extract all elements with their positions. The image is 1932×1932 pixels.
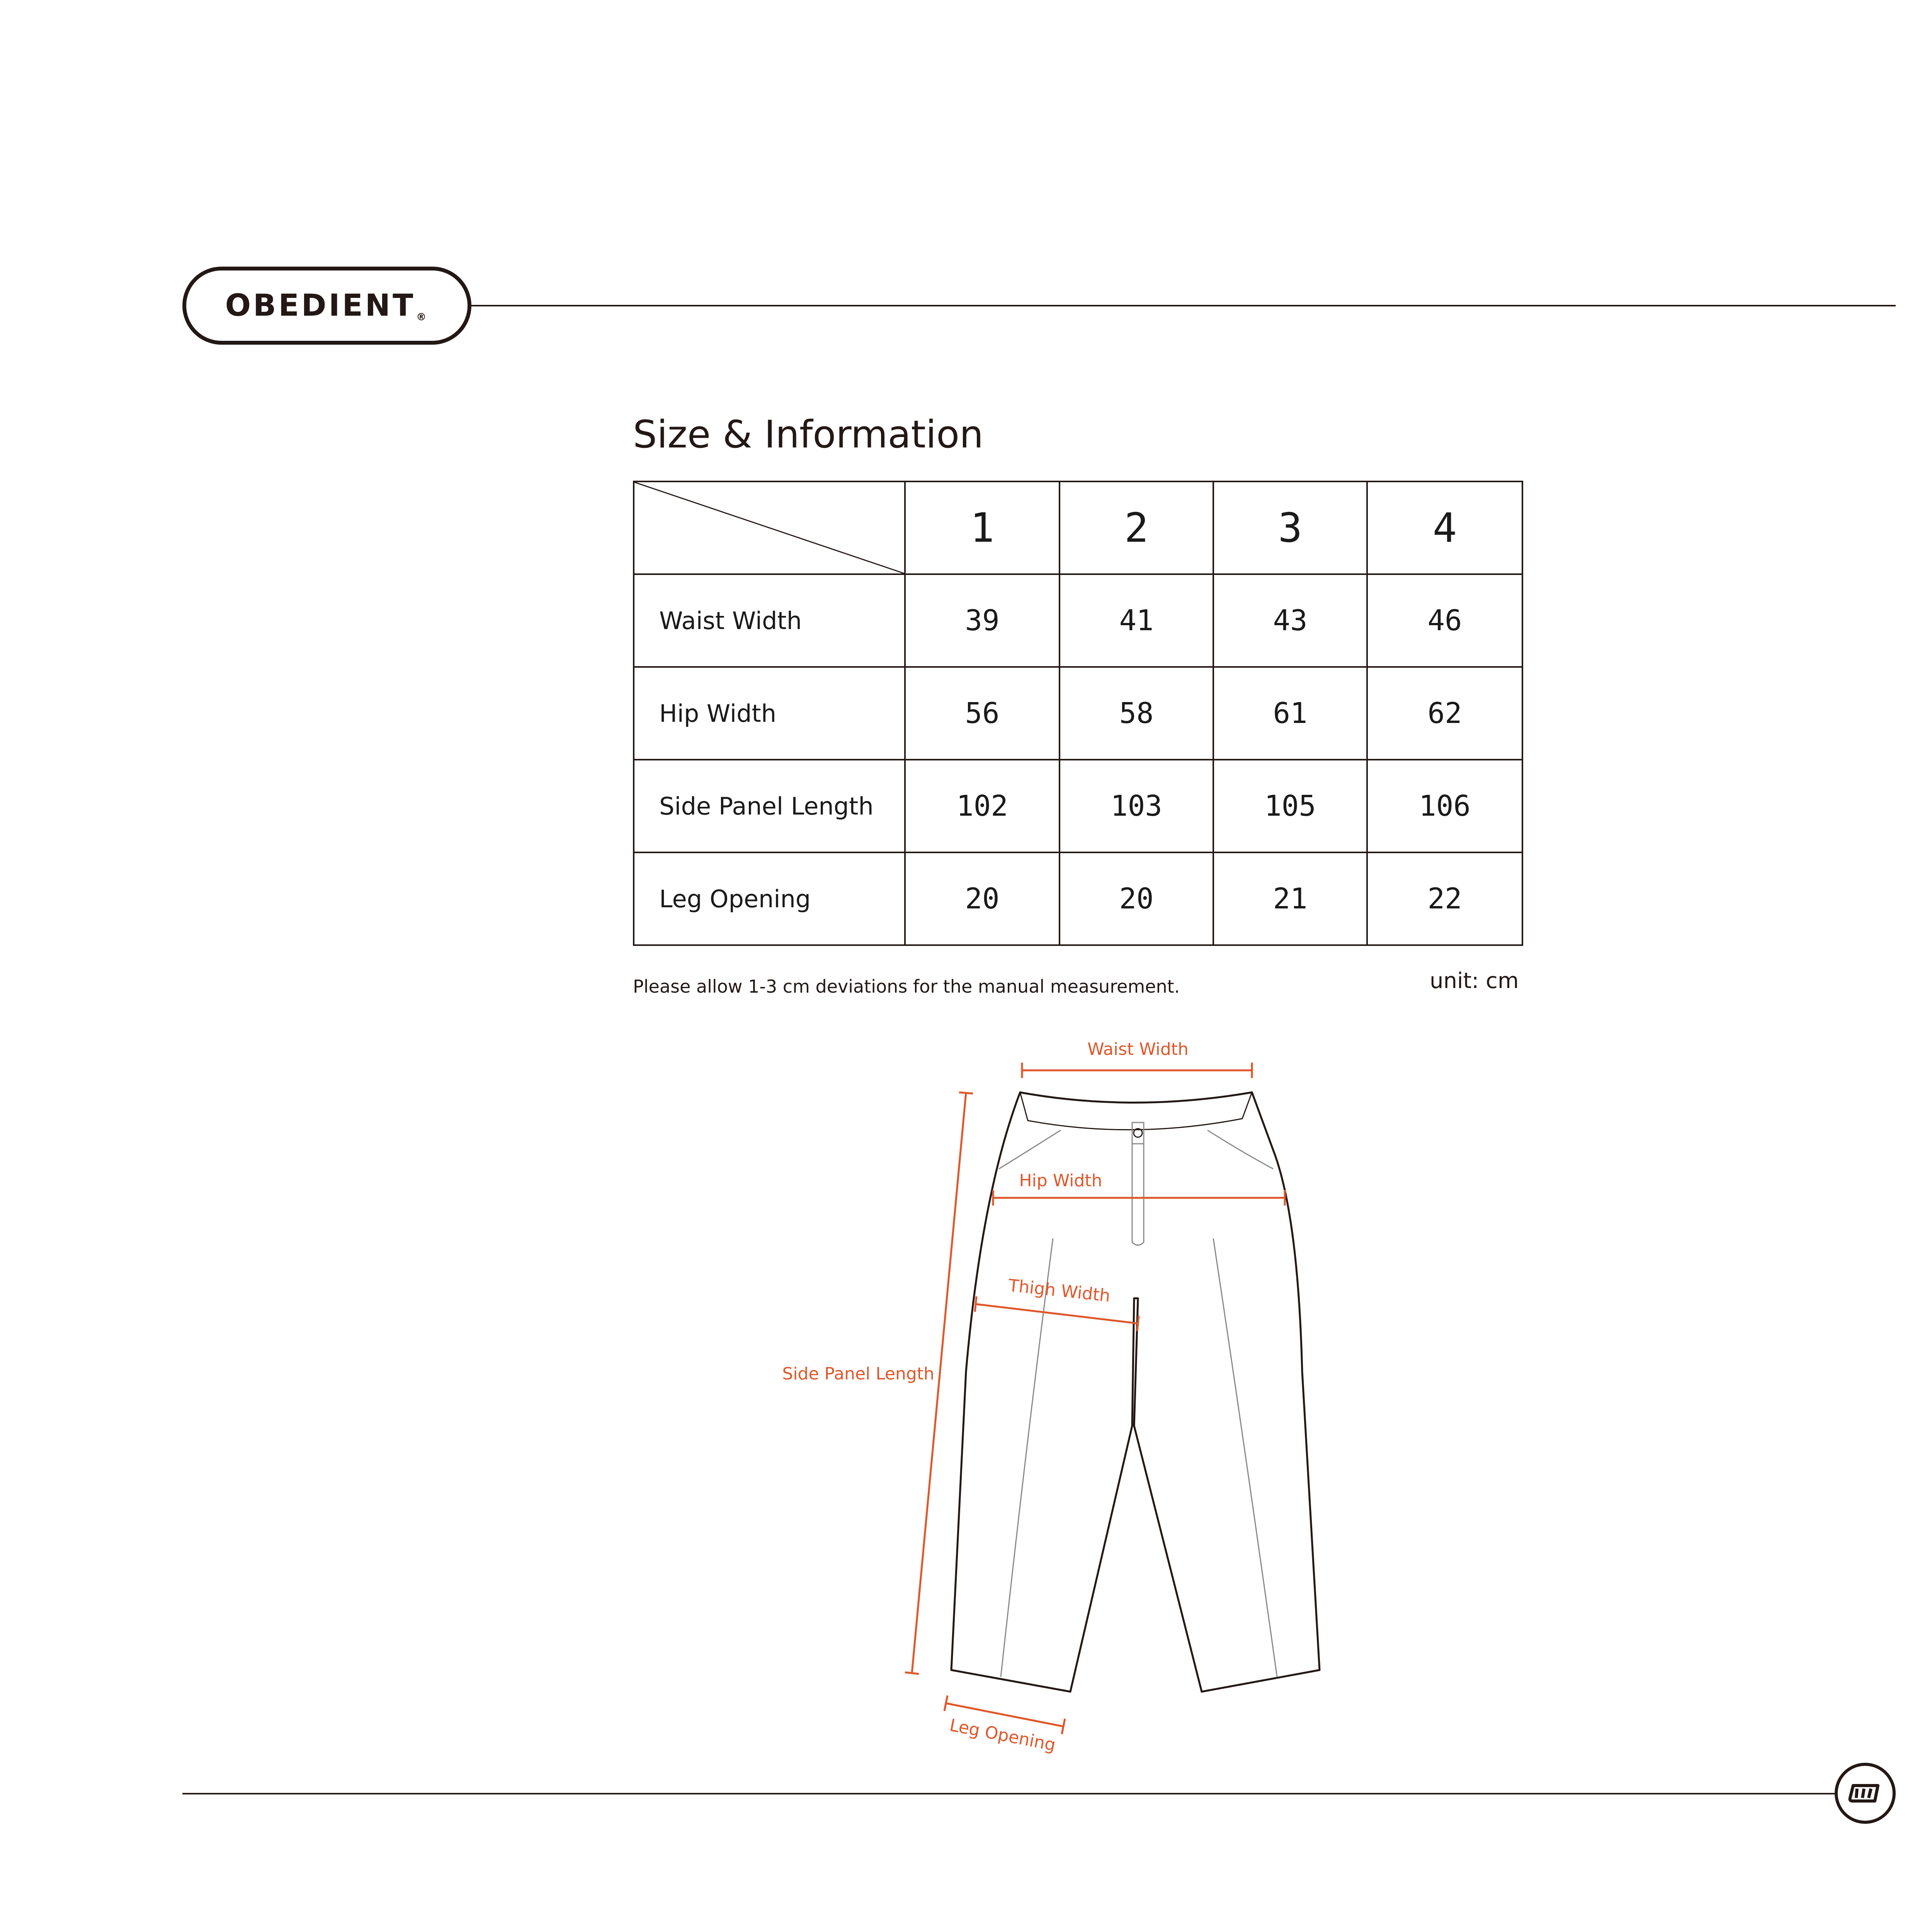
brand-name: OBEDIENT® [225, 288, 429, 323]
side-panel-length-label: Side Panel Length [782, 1364, 934, 1384]
diagonal-divider [634, 482, 904, 573]
measurement-note: Please allow 1-3 cm deviations for the manual measurement. [633, 976, 1180, 997]
size-header: 3 [1213, 481, 1367, 574]
table-cell: 21 [1213, 852, 1367, 945]
table-cell: 46 [1367, 574, 1522, 667]
size-header: 4 [1367, 481, 1522, 574]
table-cell: 105 [1213, 760, 1367, 852]
table-cell: 62 [1367, 667, 1522, 760]
table-cell: 106 [1367, 760, 1522, 852]
table-cell: 56 [905, 667, 1060, 760]
brand-logo [182, 267, 471, 345]
table-row [634, 574, 1522, 667]
table-cell: 20 [905, 852, 1060, 945]
table-cell: 22 [1367, 852, 1522, 945]
size-header: 1 [905, 481, 1060, 574]
table-row [634, 760, 1522, 852]
footer-rule [182, 1793, 1835, 1794]
waist-width-label: Waist Width [1087, 1039, 1189, 1059]
table-cell: 58 [1060, 667, 1213, 760]
size-header: 2 [1060, 481, 1213, 574]
table-cell: 41 [1060, 574, 1213, 667]
table-cell: 43 [1213, 574, 1367, 667]
table-cell: 20 [1060, 852, 1213, 945]
size-table [633, 481, 1523, 946]
table-corner-cell [634, 481, 905, 574]
row-label: Hip Width [634, 667, 905, 760]
registered-mark: ® [416, 311, 429, 323]
table-cell: 39 [905, 574, 1060, 667]
table-row [634, 667, 1522, 760]
row-label: Leg Opening [634, 852, 905, 945]
pants-measurement-diagram [753, 1012, 1372, 1770]
brand-monogram-icon [1848, 1782, 1883, 1805]
thigh-width-label: Thigh Width [1007, 1276, 1111, 1306]
brand-badge [1835, 1763, 1896, 1824]
pants-outline [951, 1092, 1320, 1692]
measurement-lines [905, 1063, 1285, 1734]
table-cell: 102 [905, 760, 1060, 852]
header-rule [471, 305, 1896, 306]
table-cell: 61 [1213, 667, 1367, 760]
page-title: Size & Information [633, 413, 984, 457]
row-label: Waist Width [634, 574, 905, 667]
table-header-row [634, 481, 1522, 574]
row-label: Side Panel Length [634, 760, 905, 852]
table-row [634, 852, 1522, 945]
hip-width-label: Hip Width [1019, 1171, 1102, 1190]
table-cell: 103 [1060, 760, 1213, 852]
leg-opening-label: Leg Opening [948, 1715, 1058, 1755]
pants-seams [999, 1122, 1277, 1677]
unit-label: unit: cm [1430, 968, 1519, 993]
